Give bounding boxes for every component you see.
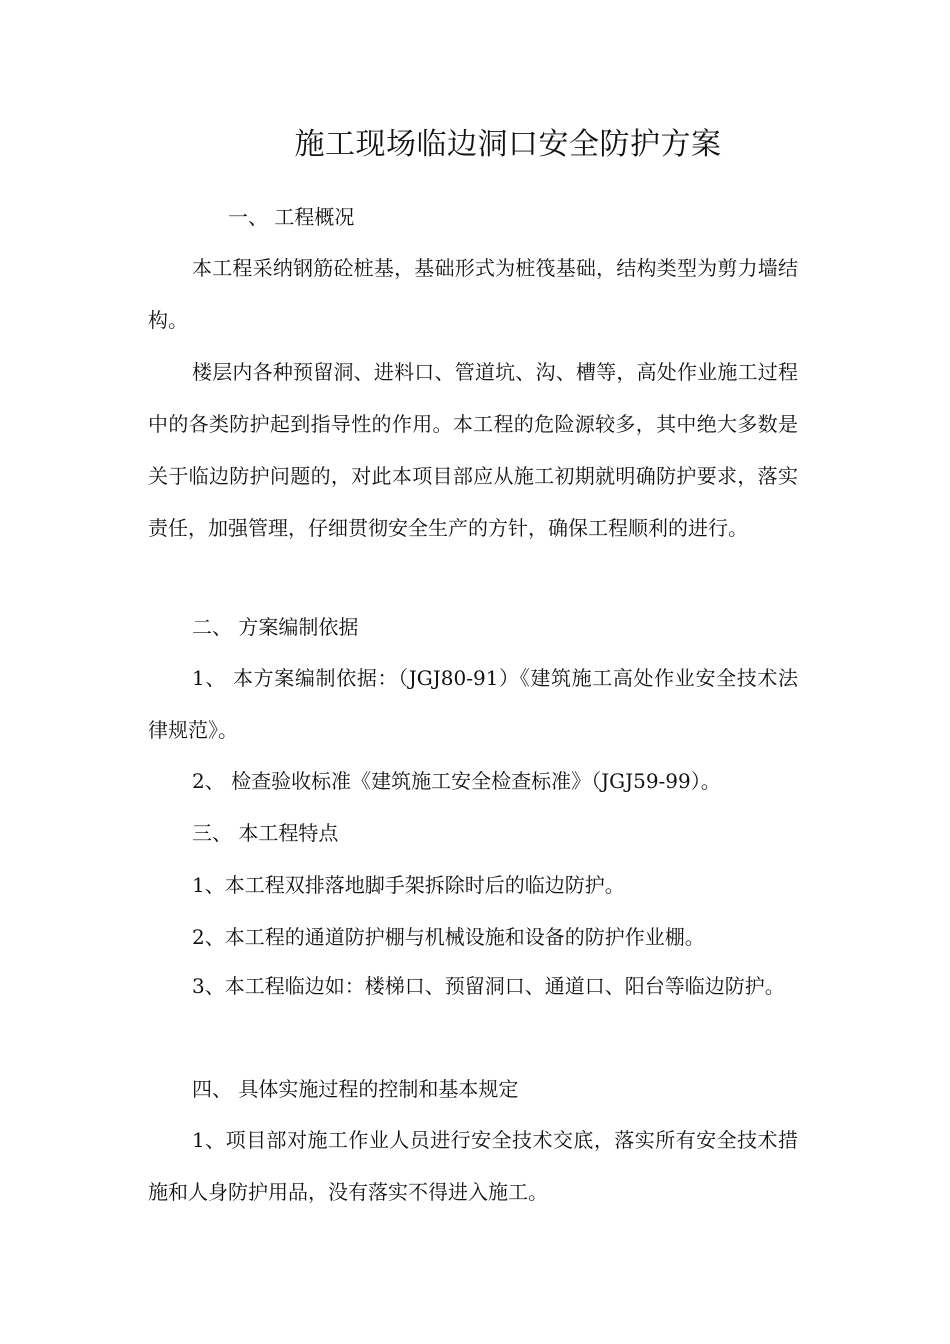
section-heading-features: 三、 本工程特点: [192, 821, 339, 845]
list-item-feature-3: 3、本工程临边如：楼梯口、预留洞口、通道口、阳台等临边防护。: [192, 974, 785, 998]
section-heading-implementation: 四、 具体实施过程的控制和基本规定: [192, 1077, 519, 1101]
paragraph-project-structure: 本工程采纳钢筋砼桩基，基础形式为桩筏基础，结构类型为剪力墙结构。: [148, 256, 798, 332]
section-heading-basis: 二、 方案编制依据: [192, 615, 359, 639]
paragraph-hazard-overview: 楼层内各种预留洞、进料口、管道坑、沟、槽等，高处作业施工过程中的各类防护起到指导性的作用。本工程的危险源较多，其中绝大多数是关于临边防护问题的，对此本项目部应从施工初期就明确防护要求，落实责任，加强管理，仔细贯彻安全生产的方针，确保工程顺利的进行。: [148, 360, 798, 540]
list-item-implementation-1: 1、项目部对施工作业人员进行安全技术交底，落实所有安全技术措施和人身防护用品，没有落实不得进入施工。: [148, 1128, 798, 1204]
list-item-basis-1: 1、 本方案编制依据：（JGJ80-91）《建筑施工高处作业安全技术法律规范》。: [148, 666, 798, 742]
list-item-basis-2: 2、 检查验收标准《建筑施工安全检查标准》（JGJ59-99）。: [192, 769, 721, 793]
list-item-feature-2: 2、本工程的通道防护棚与机械设施和设备的防护作业棚。: [192, 925, 705, 949]
document-title: 施工现场临边洞口安全防护方案: [294, 127, 722, 162]
list-item-feature-1: 1、本工程双排落地脚手架拆除时后的临边防护。: [192, 873, 625, 897]
section-heading-overview: 一、 工程概况: [228, 205, 355, 229]
